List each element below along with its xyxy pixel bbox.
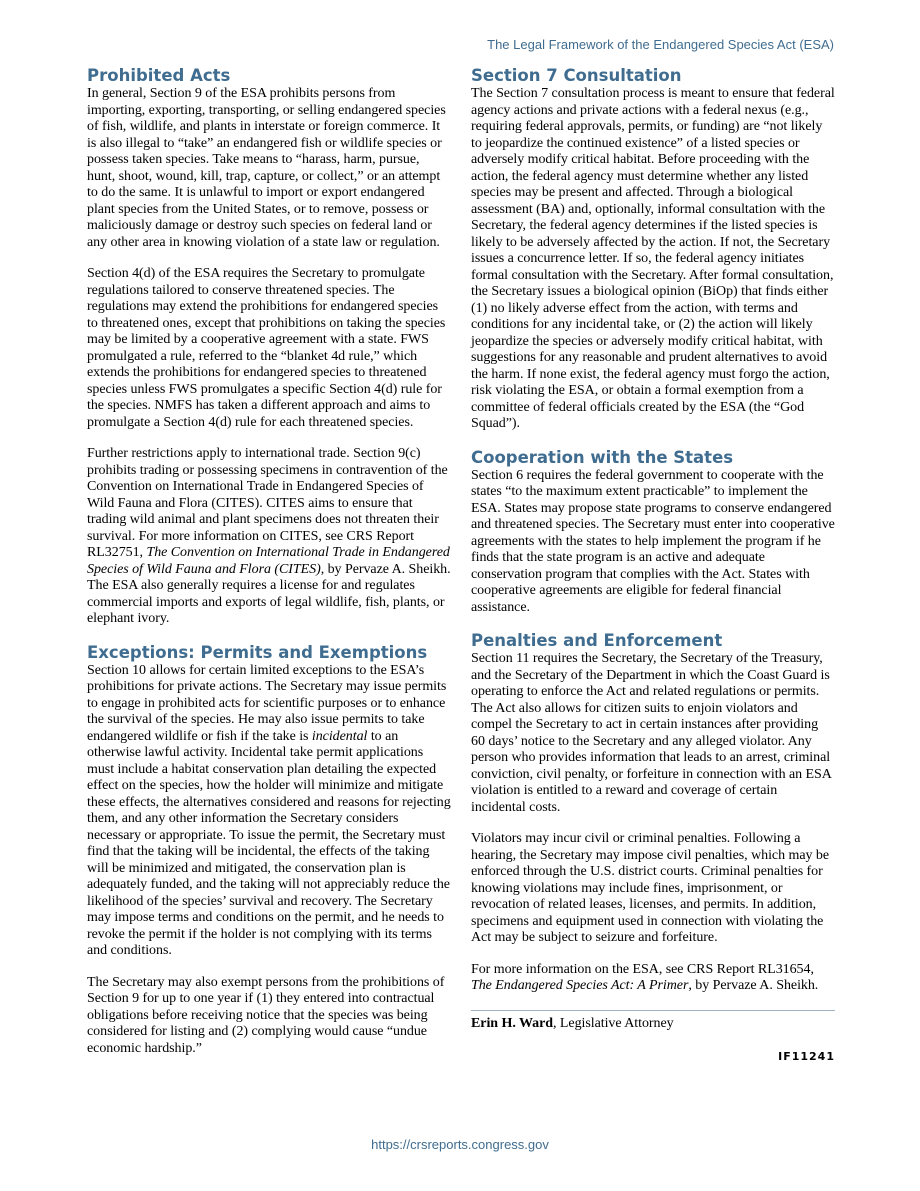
paragraph: Section 4(d) of the ESA requires the Secretary to promulgate regulations tailored to conserve threatened species. The regulations may extend the prohibitions for endangered species to threatened ones, except that prohibitions on taking the species may be limited by a cooperative agreement with a state. FWS promulgated a rule, referred to the “blanket 4d rule,” which extends the prohibitions for endangered species to threatened species unless FWS promulgates a specific Section 4(d) rule for the species. NMFS has taken a different approach and aims to promulgate a Section 4(d) rule for each threatened species. <box>87 266 446 430</box>
heading-prohibited-acts: Prohibited Acts <box>87 66 231 85</box>
footer-url[interactable]: https://crsreports.congress.gov <box>371 1137 549 1152</box>
emphasis: incidental <box>311 728 368 744</box>
report-title: The Endangered Species Act: A Primer <box>471 978 689 993</box>
text-run: , by Pervaze A. Sheikh. <box>688 978 819 993</box>
report-id: IF11241 <box>778 1050 835 1063</box>
author-title: , Legislative Attorney <box>553 1015 674 1031</box>
divider <box>471 1010 835 1011</box>
text-run: Section 10 allows for certain limited exceptions to the ESA’s prohibitions for private actions. The Secretary may issue permits to engage in prohibited acts for scientific purposes or to enhance the survival of the species. He may also issue permits to take endangered wildlife or fish if the take is <box>87 662 447 744</box>
text-run: For more information on the ESA, see CRS Report RL31654, <box>471 961 814 977</box>
left-column <box>87 66 451 1072</box>
paragraph: The Secretary may also exempt persons from the prohibitions of Section 9 for up to one year if (1) they entered into contractual obligations before receiving notice that the species was being considered for listing and (2) complying would cause “undue economic hardship.” <box>87 974 445 1056</box>
text-run: to an otherwise lawful activity. Incidental take permit applications must include a habitat conservation plan detailing the expected effect on the species, how the holder will minimize and mitigate these effects, the alternatives considered and reasons for rejecting them, and any other information the Secretary considers necessary or appropriate. To issue the permit, the Secretary must find that the taking will be incidental, the effects of the taking will be minimized and mitigated, the conservation plan is adequately funded, and the taking will not appreciably reduce the likelihood of the species’ survival and recovery. The Secretary may impose terms and conditions on the permit, and he needs to revoke the permit if the holder is not complying with its terms and conditions. <box>87 728 451 958</box>
heading-penalties: Penalties and Enforcement <box>471 631 723 650</box>
heading-exceptions: Exceptions: Permits and Exemptions <box>87 642 428 662</box>
paragraph <box>87 446 451 628</box>
report-title: The Convention on International Trade in Endangered Species of Wild Fauna and Flora (CITES) <box>87 545 450 577</box>
author-name: Erin H. Ward <box>471 1015 553 1031</box>
text-run: , by Pervaze A. Sheikh. The ESA also generally requires a license for and regulates commercial imports and exports of legal wildlife, fish, plants, or elephant ivory. <box>87 561 451 626</box>
text-run: Further restrictions apply to international trade. Section 9(c) prohibits trading or possessing specimens in contravention of the Convention on International Trade in Endangered Species of Wild Fauna and Flora (CITES). CITES aims to ensure that trading wild animal and plant specimens does not threaten their survival. For more information on CITES, see CRS Report RL32751, <box>87 446 448 560</box>
author-line <box>471 1016 835 1033</box>
paragraph: Violators may incur civil or criminal penalties. Following a hearing, the Secretary may impose civil penalties, which may be enforced through the U.S. district courts. Criminal penalties for knowing violations may include fines, imprisonment, or revocation of related leases, licenses, and permits. In addition, specimens and equipment used in connection with violating the Act may be subject to seizure and forfeiture. <box>471 831 830 945</box>
running-header: The Legal Framework of the Endangered Species Act (ESA) <box>487 37 834 52</box>
paragraph: Section 11 requires the Secretary, the Secretary of the Treasury, and the Secretary of the Department in which the Coast Guard is operating to enforce the Act and related regulations or permits. The Act also allows for citizen suits to enjoin violators and compel the Secretary to act in certain instances after providing 60 days’ notice to the Secretary and any alleged violator. Any person who provides information that leads to an arrest, criminal conviction, civil penalty, or forfeiture in connection with an ESA violation is entitled to a reward and coverage of certain incidental costs. <box>471 651 832 815</box>
right-column <box>471 66 835 1063</box>
paragraph: Section 6 requires the federal government to cooperate with the states “to the maximum extent practicable” to implement the ESA. States may propose state programs to conserve endangered and threatened species. The Secretary must enter into cooperative agreements with the states to help implement the program if he finds that the state program is an active and adequate conservation program that complies with the Act. States with cooperative agreements are eligible for federal financial assistance. <box>471 467 835 615</box>
heading-section-7: Section 7 Consultation <box>471 66 682 85</box>
paragraph: In general, Section 9 of the ESA prohibits persons from importing, exporting, transporting, or selling endangered species of fish, wildlife, and plants in interstate or foreign commerce. It is also illegal to “take” an endangered fish or wildlife species or possess taken species. Take means to “harass, harm, pursue, hunt, shoot, wound, kill, trap, capture, or collect,” or an attempt to do the same. It is unlawful to import or export endangered plant species from the United States, or to remove, possess or maliciously damage or destroy such species on federal land or any other area in knowing violation of a state law or regulation. <box>87 86 446 250</box>
paragraph <box>87 663 451 960</box>
heading-cooperation: Cooperation with the States <box>471 447 734 467</box>
paragraph: The Section 7 consultation process is meant to ensure that federal agency actions and private actions with a federal nexus (e.g., requiring federal approvals, permits, or funding) are “not likely to jeopardize the continued existence” of a listed species or adversely modify critical habitat. Before proceeding with the action, the federal agency must determine whether any listed species may be present and affected. Through a biological assessment (BA) and, optionally, informal consultation with the Secretary, the federal agency determines if the listed species is likely to be adversely affected by the action. If not, the Secretary issues a concurrence letter. If so, the federal agency initiates formal consultation with the Secretary. After formal consultation, the Secretary issues a biological opinion (BiOp) that finds either (1) no likely adverse effect from the action, with terms and conditions for any incidental take, or (2) the action will likely jeopardize the species or adversely modify critical habitat, with suggestions for any reasonable and prudent alternatives to avoid the harm. If none exist, the federal agency must forgo the action, risk violating the ESA, or obtain a formal exemption from a committee of federal officials created by the ESA (the “God Squad”). <box>471 86 835 431</box>
paragraph <box>471 962 835 995</box>
